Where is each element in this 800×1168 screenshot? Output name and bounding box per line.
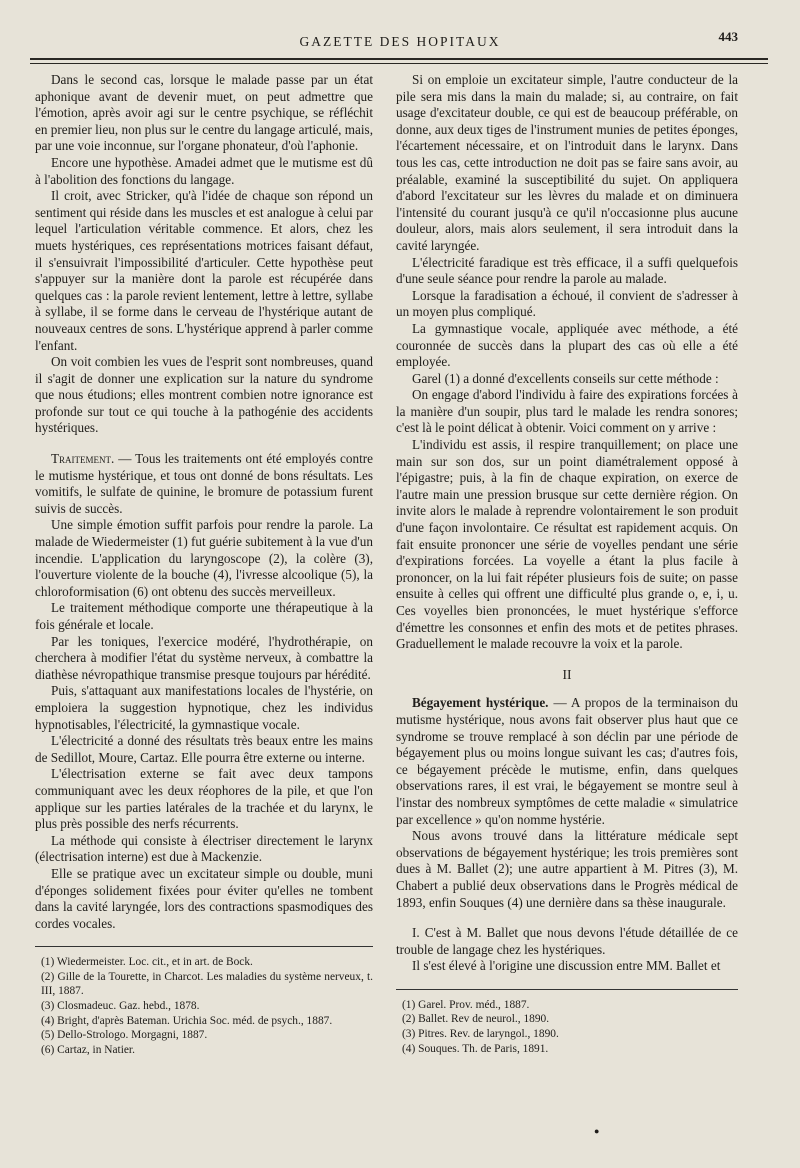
begaiement-text: — A propos de la terminaison du mutisme hystérique, nous avons fait observer plus haut que ce syndrome se trouve remplacé à son déclin par une période de bégayement plus ou moins longue suivant les cas; d'autres fois, ce bégayement précède le mutisme, enfin, dans quelques observations rares, il est vrai, le bégayement se montre seul à l'instar des nombreux symptômes de cette maladie « simulatrice par excellence » qu'on nomme hystérie. [396,695,738,827]
paragraph: Encore une hypothèse. Amadei admet que le mutisme est dû à l'abolition des fonctions du langage. [35,154,373,187]
paragraph: L'électricité a donné des résultats très beaux entre les mains de Sedillot, Moure, Cartaz. Elle pourra être externe ou interne. [35,733,373,765]
paragraph: Si on emploie un excitateur simple, l'autre conducteur de la pile sera mis dans la main du malade; si, au contraire, on fait usage d'excitateur double, ce qui est de beaucoup préférable, on donne, aux deux tiges de l'instrument munies de petites éponges, l'écartement nécessaire, et on l'introduit dans le larynx. Dans tous les cas, cette introduction ne doit pas se faire sans avoir, au préalable, examiné la susceptibilité du sujet. On appliquera d'abord l'excitateur sur les lèvres du malade et on diminuera l'intensité du courant jusqu'à ce qu'il n'occasionne plus aucune douleur, alors, mais alors seulement, il sera introduit dans la cavité laryngée. [396,72,738,253]
paragraph: On engage d'abord l'individu à faire des expirations forcées à la manière d'un soupir, plus tard le malade les rendra sonores; c'est là le point délicat à obtenir. Voici comment on y arrive : [396,387,738,436]
paragraph: On voit combien les vues de l'esprit sont nombreuses, quand il s'agit de donner une explication sur la nature du syndrome que nous étudions; elles montrent combien notre ignorance est profonde sur tout ce qui touche à la pathogénie des accidents hystériques. [35,354,373,436]
paragraph: Puis, s'attaquant aux manifestations locales de l'hystérie, on emploiera la suggestion hypnotique, chez les individus hypnotisables, l'électricité, la gymnastique vocale. [35,683,373,732]
left-column [35,72,373,1057]
paragraph: Nous avons trouvé dans la littérature médicale sept observations de bégayement hystérique; les trois premières sont dues à M. Ballet (2); une autre appartient à M. Pitres (3), M. Chabert a publié deux observations dans le Progrès médical de 1893, enfin Souques (4) une dernière dans sa thèse inaugurale. [396,828,738,910]
bullet-ornament-icon: ● [594,1126,600,1136]
paragraph: L'électrisation externe se fait avec deux tampons communiquant avec les deux réophores de la pile, et que l'on applique sur les parties latérales de la trachée et du larynx, le plus près possible des nerfs récurrents. [35,766,373,832]
begaiement-heading: Bégayement hystérique. [412,695,549,711]
paragraph: Le traitement méthodique comporte une thérapeutique à la fois générale et locale. [35,600,373,632]
paragraph: Une simple émotion suffit parfois pour rendre la parole. La malade de Wiedermeister (1) fut guérie subitement à la vue d'un incendie. L'application du laryngoscope (2), la colère (3), l'ouverture violente de la bouche (4), l'ivresse alcoolique (5), la chloroformisation (6) ont obtenu des succès merveilleux. [35,517,373,599]
paragraph: Dans le second cas, lorsque le malade passe par un état aphonique avant de devenir muet, on peut admettre que l'émotion, après avoir agi sur le centre psychique, se réfléchit en premier lieu, non plus sur le centre du langage articulé, mais, par une voie inconnue, sur l'organe phonateur, d'où l'aphonie. [35,72,373,154]
paragraph: La gymnastique vocale, appliquée avec méthode, a été couronnée de succès dans la plupart des cas où elle a été employée. [396,320,738,370]
page-number: 443 [718,29,738,44]
footnote: (4) Souques. Th. de Paris, 1891. [402,1042,549,1055]
paragraph: Lorsque la faradisation a échoué, il convient de s'adresser à un moyen plus compliqué. [396,287,738,320]
footnote: (2) Gille de la Tourette, in Charcot. Les maladies du système nerveux, t. III, 1887. [41,970,373,998]
traitement-text: — Tous les traitements ont été employés contre le mutisme hystérique, et tous ont donné de bons résultats. Les vomitifs, le sulfate de quinine, le bromure de potassium furent suivis de succès. [35,451,373,516]
paragraph: I. C'est à M. Ballet que nous devons l'étude détaillée de ce trouble de langage chez les hystériques. [396,925,738,957]
footnote: (4) Bright, d'après Bateman. Urichia Soc. méd. de psych., 1887. [41,1014,333,1027]
paragraph: Elle se pratique avec un excitateur simple ou double, muni d'éponges solidement fixées pour éviter qu'elles ne tombent dans la cavité laryngée, lors des contractions spasmodiques des cordes vocales. [35,865,373,931]
footnote-rule [396,989,738,990]
paragraph: Garel (1) a donné d'excellents conseils sur cette méthode : [412,370,719,386]
paragraph: L'électricité faradique est très efficace, il a suffi quelquefois d'une seule séance pour rendre la parole au malade. [396,254,738,287]
footnote: (2) Ballet. Rev de neurol., 1890. [402,1013,550,1026]
footnote: (5) Dello-Strologo. Morgagni, 1887. [41,1029,208,1042]
footnote: (6) Cartaz, in Natier. [41,1043,135,1056]
running-title: GAZETTE DES HOPITAUX [299,34,501,49]
begaiement-paragraph [396,695,738,828]
footnote: (1) Wiedermeister. Loc. cit., et in art. de Bock. [41,956,253,969]
paragraph: Il croit, avec Stricker, qu'à l'idée de chaque son répond un sentiment qui réside dans les muscles et est analogue à celui par lequel l'articulation véritable commence. Et alors, chez les muets hystériques, ces représentations motrices faisant défaut, il s'ensuivrait l'impossibilité d'articuler. Cette hypothèse peut s'appuyer sur la manière dont la parole est récupérée dans quelques cas : la parole revient lentement, lettre à lettre, syllabe à syllabe, il se forme dans le cerveau de l'hystérique autant de nouveaux centres de sons. L'hystérique apprend à parler comme l'enfant. [35,188,373,353]
header-rule [30,58,768,64]
footnotes-left [35,955,373,1057]
paragraph: Il s'est élevé à l'origine une discussion entre MM. Ballet et [412,958,721,974]
right-column [396,72,738,1056]
footnotes-right [396,998,738,1056]
traitement-paragraph [35,451,373,517]
footnote-rule [35,946,373,947]
footnote: (1) Garel. Prov. méd., 1887. [402,998,530,1011]
footnote: (3) Pitres. Rev. de laryngol., 1890. [402,1028,559,1041]
traitement-heading: Traitement. [51,451,115,467]
paragraph: L'individu est assis, il respire tranquillement; on place une main sur son dos, sur un point diamétralement opposé à l'épigastre; puis, à la fin de chaque expiration, on exerce de l'autre main une pression brusque sur cette dernière région. On invite alors le malade à reprendre volontairement le son produit d'une façon involontaire. Ce résultat est rapidement acquis. On fait ensuite prononcer une série de voyelles pendant une série d'expirations forcées. La voyelle a étant la plus facile à prononcer, on la lui fait répéter plusieurs fois de suite; on passe ensuite à celles qui offrent une difficulté plus grande o, e, i, u. Ces voyelles bien prononcées, le muet hystérique s'efforce d'émettre les consonnes et enfin des mots et de petites phrases. Graduellement le malade recouvre la voix et la parole. [396,437,738,652]
paragraph: La méthode qui consiste à électriser directement le larynx (électrisation interne) est due à Mackenzie. [35,832,373,865]
section-number: II [562,666,572,682]
paragraph: Par les toniques, l'exercice modéré, l'hydrothérapie, on cherchera à modifier l'état du système nerveux, à combattre la diathèse névropathique transmise presque toujours par hérédité. [35,633,373,682]
footnote: (3) Closmadeuc. Gaz. hebd., 1878. [41,1000,200,1013]
page-header [28,26,772,58]
